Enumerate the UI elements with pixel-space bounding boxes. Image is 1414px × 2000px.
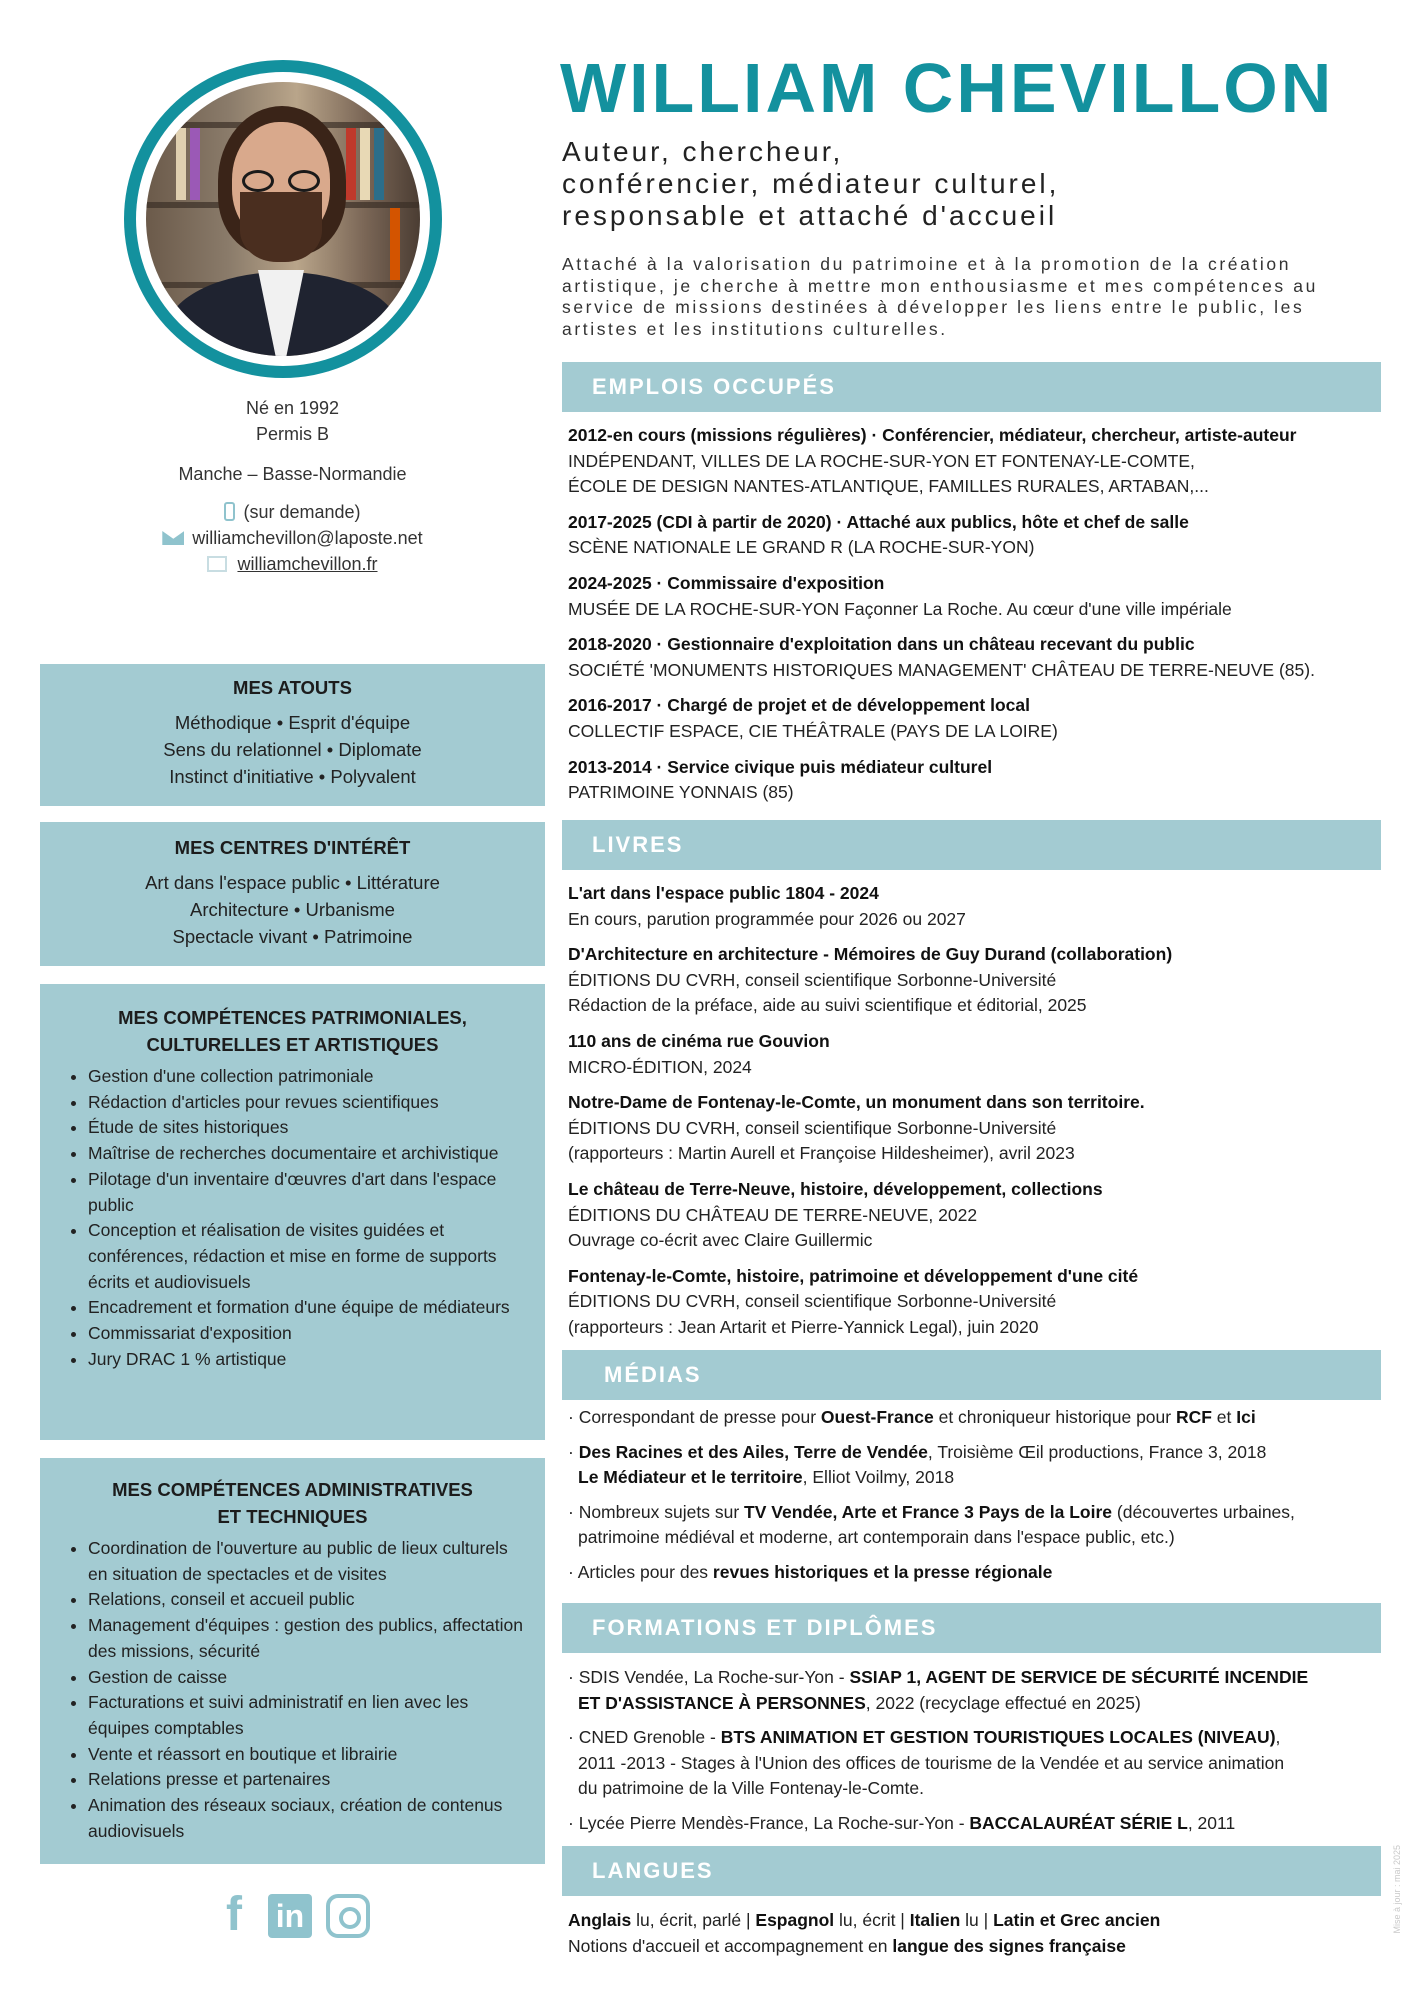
emplois-list — [568, 423, 1383, 806]
linkedin-icon[interactable]: in — [268, 1894, 312, 1938]
list-item: 2017-2025 (CDI à partir de 2020) · Attaché aux publics, hôte et chef de salle SCÈNE NATIONALE LE GRAND R (LA ROCHE-SUR-YON) — [568, 511, 1189, 558]
list-item: • Conception et réalisation de visites guidées et conférences, rédaction et mise en forme de supports écrits et audiovisuels — [88, 1218, 531, 1295]
list-item: Le château de Terre-Neuve, histoire, développement, collections ÉDITIONS DU CHÂTEAU DE TERRE-NEUVE, 2022 Ouvrage co-écrit avec Claire Guillermic — [568, 1178, 1103, 1251]
list-item: • Étude de sites historiques — [88, 1115, 531, 1141]
email[interactable]: williamchevillon@laposte.net — [40, 528, 545, 549]
job-title: Auteur, chercheur, conférencier, médiateur culturel, responsable et attaché d'accueil — [562, 136, 1060, 231]
list-item: • Maîtrise de recherches documentaire et archivistique — [88, 1141, 531, 1167]
atouts-box: MES ATOUTS Méthodique • Esprit d'équipe Sens du relationnel • Diplomate Instinct d'initiative • Polyvalent — [40, 664, 545, 806]
list-item: · Articles pour des revues historiques et la presse régionale — [568, 1561, 1053, 1582]
personal-info — [40, 398, 545, 578]
list-item: · SDIS Vendée, La Roche-sur-Yon - SSIAP 1, AGENT DE SERVICE DE SÉCURITÉ INCENDIE ET D'ASSISTANCE À PERSONNES, 2022 (recyclage effectué en 2025) — [568, 1667, 1309, 1713]
list-item: • Management d'équipes : gestion des publics, affectation des missions, sécurité — [88, 1613, 531, 1664]
list-item: • Gestion de caisse — [88, 1665, 531, 1691]
medias-list — [568, 1405, 1383, 1586]
phone: (sur demande) — [40, 502, 545, 523]
list-item: • Jury DRAC 1 % artistique — [88, 1347, 531, 1373]
formations-list — [568, 1665, 1383, 1837]
intro-paragraph: Attaché à la valorisation du patrimoine et à la promotion de la création artistique, je cherche à mettre mon enthousiasme et mes compétences au service de missions destinées à développer les liens entre le public, les artistes et les institutions culturelles. — [562, 254, 1318, 339]
livres-list — [568, 881, 1383, 1341]
competences-patrimoniales-box: MES COMPÉTENCES PATRIMONIALES, CULTURELLES ET ARTISTIQUES • Gestion d'une collection patrimoniale • Rédaction d'articles pour revues scientifiques • Étude de sites historiques • Maîtrise de recherches documentaire et archivistique • Pilotage d'un inventaire d'œuvres d'art dans l'espace public • Conception et réalisation de visites guidées et conférences, rédaction et mise en forme de supports écrits et audiovisuels • Encadrement et formation d'une équipe de médiateurs • Commissariat d'exposition • Jury DRAC 1 % artistique — [40, 984, 545, 1440]
competences-patrimoniales-list — [40, 1064, 545, 1372]
birth-year: Né en 1992 — [245, 398, 340, 418]
list-item: Notre-Dame de Fontenay-le-Comte, un monument dans son territoire. ÉDITIONS DU CVRH, conseil scientifique Sorbonne-Université (rapporteurs : Martin Aurell et Françoise Hildesheimer), avril 2023 — [568, 1092, 1145, 1164]
list-item: • Pilotage d'un inventaire d'œuvres d'art dans l'espace public — [88, 1167, 531, 1218]
list-item: • Vente et réassort en boutique et librairie — [88, 1742, 531, 1768]
list-item: · Lycée Pierre Mendès-France, La Roche-sur-Yon - BACCALAURÉAT SÉRIE L, 2011 — [568, 1812, 1236, 1833]
list-item: · Correspondant de presse pour Ouest-France et chroniqueur historique pour RCF et Ici — [568, 1407, 1256, 1427]
instagram-icon[interactable] — [326, 1894, 370, 1938]
list-item: · Nombreux sujets sur TV Vendée, Arte et France 3 Pays de la Loire (découvertes urbaines, patrimoine médiéval et moderne, art contemporain dans l'espace public, etc.) — [568, 1501, 1295, 1548]
candidate-name: WILLIAM CHEVILLON — [560, 49, 1335, 127]
profile-photo-frame — [124, 60, 442, 378]
list-item: D'Architecture en architecture - Mémoires de Guy Durand (collaboration) ÉDITIONS DU CVRH, conseil scientifique Sorbonne-Université Rédaction de la préface, aide au suivi scientifique et éditorial, 2025 — [568, 944, 1173, 1016]
profile-photo — [146, 82, 420, 356]
section-formations: FORMATIONS ET DIPLÔMES — [562, 1603, 1381, 1653]
list-item: 2013-2014 · Service civique puis médiateur culturel PATRIMOINE YONNAIS (85) — [568, 756, 993, 803]
list-item: • Commissariat d'exposition — [88, 1321, 531, 1347]
interets-box: MES CENTRES D'INTÉRÊT Art dans l'espace public • Littérature Architecture • Urbanisme Spectacle vivant • Patrimoine — [40, 822, 545, 966]
list-item: • Encadrement et formation d'une équipe de médiateurs — [88, 1295, 531, 1321]
competences-admin-list — [40, 1536, 545, 1844]
list-item: • Coordination de l'ouverture au public de lieux culturels en situation de spectacles et de visites — [88, 1536, 531, 1587]
list-item: • Gestion d'une collection patrimoniale — [88, 1064, 531, 1090]
list-item: 110 ans de cinéma rue Gouvion MICRO-ÉDITION, 2024 — [568, 1030, 830, 1077]
list-item: 2018-2020 · Gestionnaire d'exploitation dans un château recevant du public SOCIÉTÉ 'MONUMENTS HISTORIQUES MANAGEMENT' CHÂTEAU DE TERRE-NEUVE (85). — [568, 634, 1315, 680]
mail-icon — [162, 531, 184, 545]
atouts-title: MES ATOUTS — [233, 677, 352, 698]
update-note: Mise à jour : mai 2025 — [1392, 1845, 1402, 1934]
list-item: • Facturations et suivi administratif en lien avec les équipes comptables — [88, 1690, 531, 1741]
list-item: 2016-2017 · Chargé de projet et de développement local COLLECTIF ESPACE, CIE THÉÂTRALE (PAYS DE LA LOIRE) — [568, 695, 1058, 741]
list-item: · Des Racines et des Ailes, Terre de Vendée, Troisième Œil productions, France 3, 2018 Le Médiateur et le territoire, Elliot Voilmy, 2018 — [568, 1441, 1267, 1488]
website-icon — [207, 556, 227, 572]
list-item: Anglais lu, écrit, parlé | Espagnol lu, écrit | Italien lu | Latin et Grec ancien — [568, 1910, 1161, 1930]
list-item: L'art dans l'espace public 1804 - 2024 En cours, parution programmée pour 2026 ou 2027 — [568, 883, 966, 929]
location: Manche – Basse-Normandie — [178, 464, 407, 484]
website-link[interactable]: williamchevillon.fr — [40, 554, 545, 575]
list-item: · CNED Grenoble - BTS ANIMATION ET GESTION TOURISTIQUES LOCALES (NIVEAU), 2011 -2013 - Stages à l'Union des offices de tourisme de la Vendée et au service animation du patrimoine de la Ville Fontenay-le-Comte. — [568, 1727, 1285, 1799]
list-item: • Relations presse et partenaires — [88, 1767, 531, 1793]
list-item: • Rédaction d'articles pour revues scientifiques — [88, 1090, 531, 1116]
list-item: • Animation des réseaux sociaux, création de contenus audiovisuels — [88, 1793, 531, 1844]
list-item: • Relations, conseil et accueil public — [88, 1587, 531, 1613]
section-medias: MÉDIAS — [562, 1350, 1381, 1400]
list-item: Notions d'accueil et accompagnement en langue des signes française — [568, 1935, 1126, 1956]
section-langues: LANGUES — [562, 1846, 1381, 1896]
competences-admin-box: MES COMPÉTENCES ADMINISTRATIVES ET TECHNIQUES • Coordination de l'ouverture au public de lieux culturels en situation de spectacles et de visites • Relations, conseil et accueil public • Management d'équipes : gestion des publics, affectation des missions, sécurité • Gestion de caisse • Facturations et suivi administratif en lien avec les équipes comptables • Vente et réassort en boutique et librairie • Relations presse et partenaires • Animation des réseaux sociaux, création de contenus audiovisuels — [40, 1458, 545, 1864]
driving-licence: Permis B — [255, 424, 329, 444]
list-item: 2024-2025 · Commissaire d'exposition MUSÉE DE LA ROCHE-SUR-YON Façonner La Roche. Au cœur d'une ville impériale — [568, 572, 1232, 619]
langues-list — [568, 1908, 1383, 1959]
facebook-icon[interactable]: f — [226, 1888, 242, 1941]
section-livres: LIVRES — [562, 820, 1381, 870]
interets-title: MES CENTRES D'INTÉRÊT — [174, 837, 411, 858]
list-item: Fontenay-le-Comte, histoire, patrimoine et développement d'une cité ÉDITIONS DU CVRH, conseil scientifique Sorbonne-Université (rapporteurs : Jean Artarit et Pierre-Yannick Legal), juin 2020 — [568, 1265, 1139, 1337]
list-item: 2012-en cours (missions régulières) · Conférencier, médiateur, chercheur, artiste-auteur INDÉPENDANT, VILLES DE LA ROCHE-SUR-YON ET FONTENAY-LE-COMTE, ÉCOLE DE DESIGN NANTES-ATLANTIQUE, FAMILLES RURALES, ARTABAN,... — [568, 425, 1297, 497]
phone-icon — [224, 502, 235, 521]
section-emplois: EMPLOIS OCCUPÉS — [562, 362, 1381, 412]
